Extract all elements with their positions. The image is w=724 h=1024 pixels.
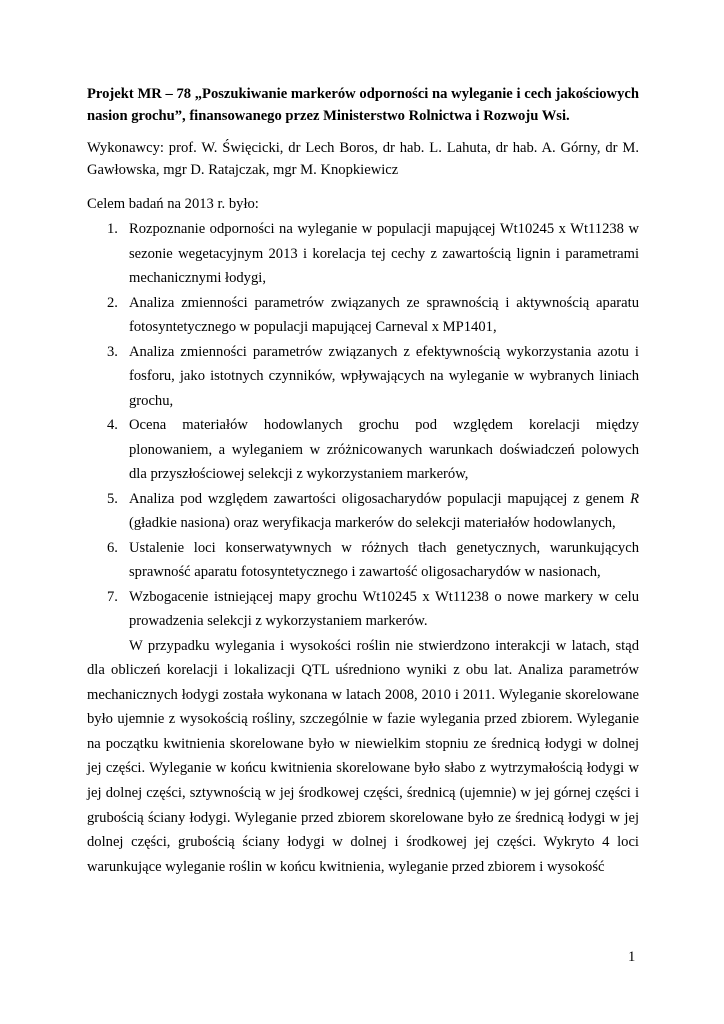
goals-list: [87, 217, 639, 634]
list-item-text: Wzbogacenie istniejącej mapy grochu Wt10245 x Wt11238 o nowe markery w celu prowadzenia selekcji z wykorzystaniem markerów.: [129, 588, 639, 629]
list-item: [87, 340, 639, 414]
list-item-number: 7.: [107, 588, 118, 605]
project-title: Projekt MR – 78 „Poszukiwanie markerów odporności na wyleganie i cech jakościowych nasion grochu”, finansowanego przez Ministerstwo Rolnictwa i Rozwoju Wsi.: [87, 86, 639, 124]
document-page: [87, 83, 639, 879]
list-item-number: 5.: [107, 490, 118, 507]
body-paragraph: W przypadku wylegania i wysokości roślin nie stwierdzono interakcji w latach, stąd dla obliczeń korelacji i lokalizacji QTL uśredniono wyniki z obu lat. Analiza parametrów mechanicznych łodygi została wykonana w latach 2008, 2010 i 2011. Wyleganie skorelowane było ujemnie z wysokością rośliny, szczególnie w fazie wylegania przed zbiorem. Wyleganie na początku kwitnienia skorelowane było w niewielkim stopniu ze średnicą łodygi w dolnej jej części. Wyleganie w końcu kwitnienia skorelowane było słabo z wytrzymałością łodygi w jej dolnej części, sztywnością w jej środkowej części, średnicą (ujemnie) w jej górnej części i grubością ściany łodygi. Wyleganie przed zbiorem skorelowane było ze średnicą łodygi w jej dolnej części, grubością ściany łodygi w dolnej i środkowej jej części. Wykryto 4 loci warunkujące wyleganie roślin w końcu kwitnienia, wyleganie przed zbiorem i wysokość: [87, 637, 639, 875]
list-item: [87, 413, 639, 487]
list-item-text: Rozpoznanie odporności na wyleganie w populacji mapującej Wt10245 x Wt11238 w sezonie wegetacyjnym 2013 i korelacja tej cechy z zawartością lignin i parametrami mechanicznymi łodygi,: [129, 221, 639, 286]
list-item-number: 2.: [107, 294, 118, 311]
list-item-text-before: Analiza pod względem zawartości oligosacharydów populacji mapującej z genem: [129, 490, 631, 507]
list-item: [87, 487, 639, 536]
list-item-text-after: (gładkie nasiona) oraz weryfikacja markerów do selekcji materiałów hodowlanych,: [129, 515, 616, 531]
list-item-text: Analiza zmienności parametrów związanych ze sprawnością i aktywnością aparatu fotosyntetycznego w populacji mapującej Carneval x MP1401,: [129, 294, 639, 335]
list-item-text: Analiza zmienności parametrów związanych z efektywnością wykorzystania azotu i fosforu, jako istotnych czynników, wpływających na wyleganie w wybranych liniach grochu,: [129, 343, 639, 409]
list-item-text: Ustalenie loci konserwatywnych w różnych tłach genetycznych, warunkujących sprawność aparatu fotosyntetycznego i zawartość oligosacharydów w nasionach,: [129, 539, 639, 580]
list-item: [87, 217, 639, 291]
authors-line: Wykonawcy: prof. W. Święcicki, dr Lech Boros, dr hab. L. Lahuta, dr hab. A. Górny, dr M. Gawłowska, mgr D. Ratajczak, mgr M. Knopkiewicz: [87, 140, 639, 178]
list-item-text: Ocena materiałów hodowlanych grochu pod względem korelacji między plonowaniem, a wyleganiem w zróżnicowanych warunkach doświadczeń polowych dla przyszłościowej selekcji z wykorzystaniem markerów,: [129, 417, 639, 482]
goals-intro: Celem badań na 2013 r. było:: [87, 196, 259, 212]
gene-symbol: R: [630, 490, 639, 507]
list-item: [87, 291, 639, 340]
page-number: 1: [628, 949, 636, 965]
list-item: [87, 585, 639, 634]
list-item-number: 6.: [107, 539, 118, 556]
list-item-number: 1.: [107, 221, 118, 237]
list-item-number: 4.: [107, 417, 118, 433]
list-item-number: 3.: [107, 343, 118, 360]
list-item: [87, 536, 639, 585]
